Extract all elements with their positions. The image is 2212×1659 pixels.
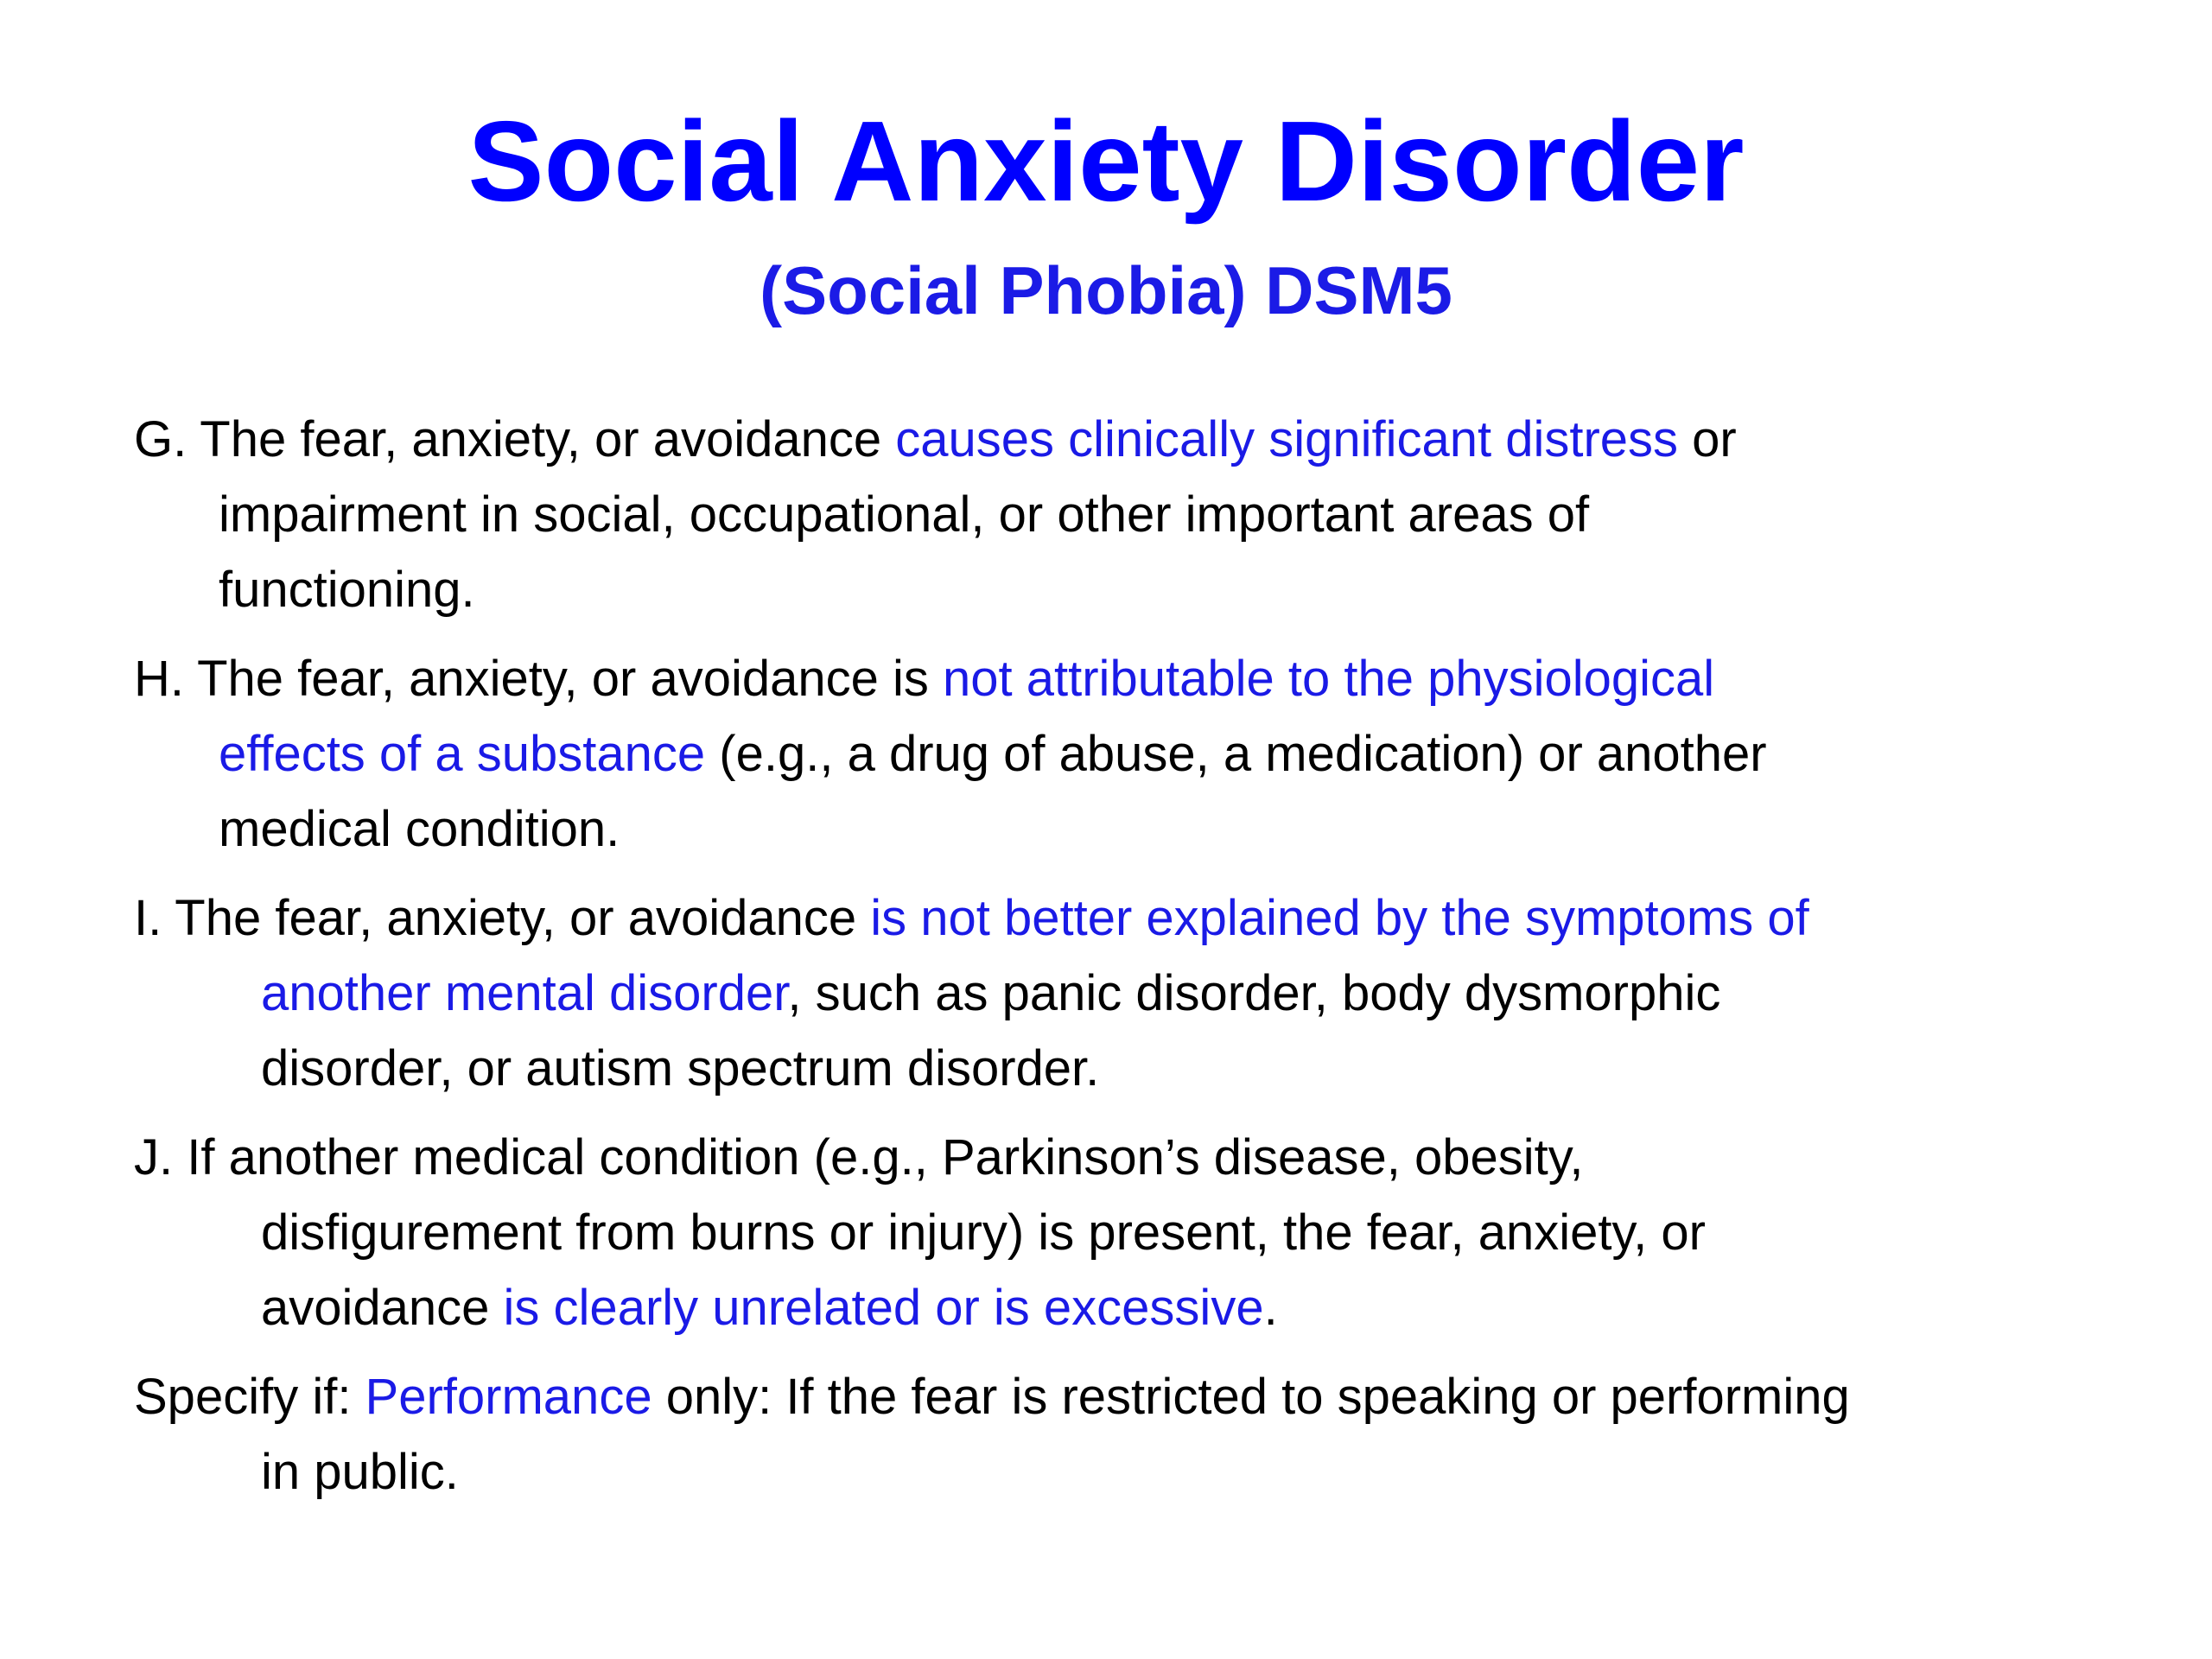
specifier-highlight: Performance (365, 1369, 652, 1425)
criterion-j-line-3: avoidance is clearly unrelated or is excessive. (261, 1280, 1278, 1336)
criterion-h-line-3: medical condition. (219, 801, 620, 857)
criterion-j-highlight: is clearly unrelated or is excessive (503, 1280, 1264, 1336)
criterion-h-highlight-2: effects of a substance (219, 726, 706, 782)
criterion-h-line-2: effects of a substance (e.g., a drug of abuse, a medication) or another (219, 726, 1767, 782)
criterion-j-line-2: disfigurement from burns or injury) is present, the fear, anxiety, or (261, 1205, 1706, 1261)
criterion-g-line-1: G. The fear, anxiety, or avoidance causes clinically significant distress or (134, 411, 1737, 467)
criterion-i-line-2: another mental disorder, such as panic disorder, body dysmorphic (261, 965, 1721, 1021)
criterion-i-line-3: disorder, or autism spectrum disorder. (261, 1040, 1100, 1096)
criterion-i-highlight-2: another mental disorder (261, 965, 788, 1021)
criterion-g-line-3: functioning. (219, 562, 475, 618)
specifier-line-1: Specify if: Performance only: If the fear is restricted to speaking or performing (134, 1369, 1850, 1425)
criterion-j-line-1: J. If another medical condition (e.g., Parkinson’s disease, obesity, (134, 1129, 1584, 1185)
criterion-h (134, 641, 2121, 867)
criteria-list (134, 402, 2121, 1523)
criterion-h-line-1: H. The fear, anxiety, or avoidance is not attributable to the physiological (134, 651, 1715, 707)
slide-subtitle: (Social Phobia) DSM5 (760, 252, 1452, 328)
slide-title: Social Anxiety Disorder (467, 98, 1745, 225)
criterion-g (134, 402, 2121, 627)
criterion-i (134, 880, 2121, 1106)
specifier (134, 1359, 2121, 1510)
criterion-i-highlight-1: is not better explained by the symptoms of (870, 890, 1809, 946)
criterion-g-highlight: causes clinically significant distress (895, 411, 1679, 467)
criterion-j (134, 1120, 2121, 1345)
criterion-h-highlight-1: not attributable to the physiological (943, 651, 1715, 707)
criterion-g-line-2: impairment in social, occupational, or other important areas of (219, 486, 1590, 543)
specifier-line-2: in public. (261, 1444, 459, 1500)
criterion-i-line-1: I. The fear, anxiety, or avoidance is not better explained by the symptoms of (134, 890, 1809, 946)
